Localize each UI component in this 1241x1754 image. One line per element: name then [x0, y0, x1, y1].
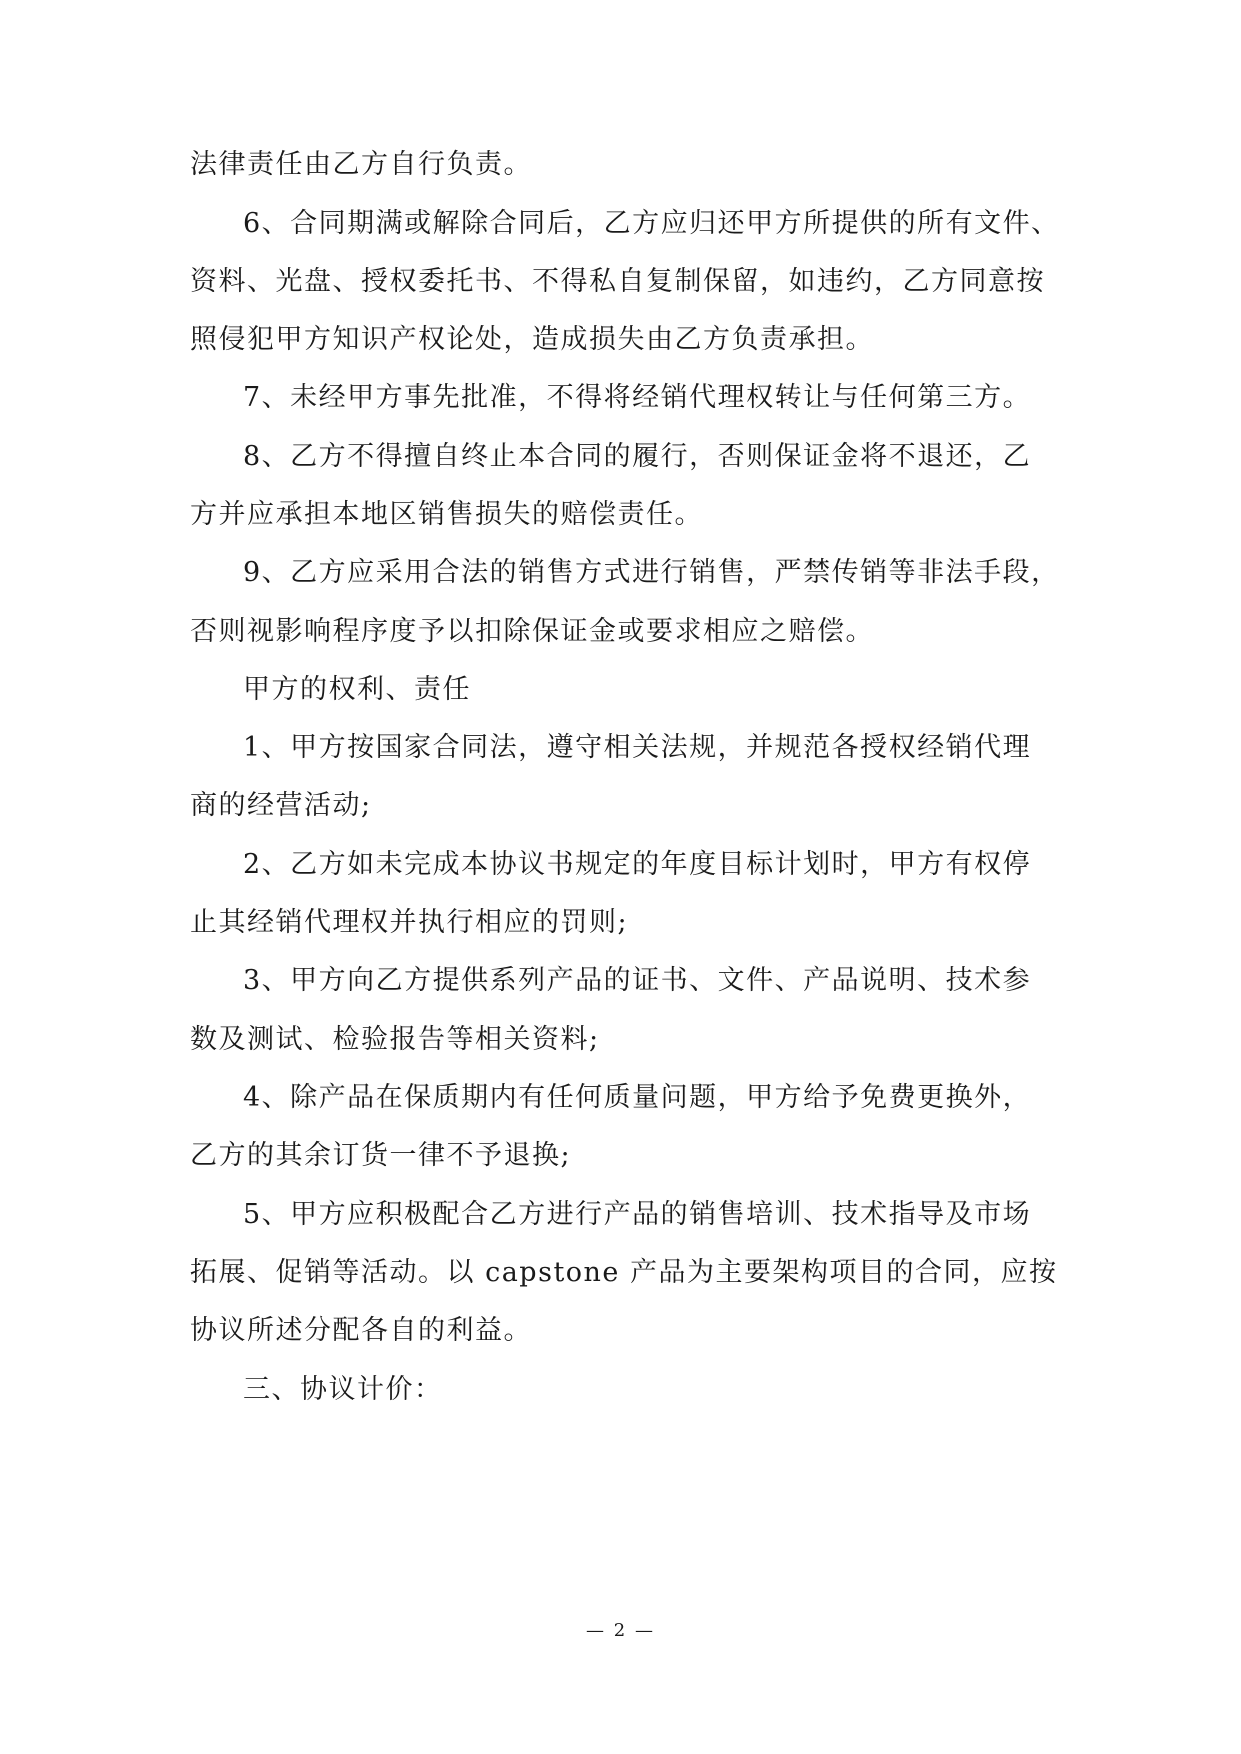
text-line: 6、合同期满或解除合同后，乙方应归还甲方所提供的所有文件、	[243, 208, 1060, 239]
text-line: 9、乙方应采用合法的销售方式进行销售，严禁传销等非法手段，	[243, 557, 1060, 588]
text-line: 3、甲方向乙方提供系列产品的证书、文件、产品说明、技术参	[243, 965, 1032, 996]
text-line: 商的经营活动;	[190, 790, 372, 821]
text-line: 协议所述分配各自的利益。	[190, 1315, 532, 1346]
text-line: 否则视影响程序度予以扣除保证金或要求相应之赔偿。	[190, 616, 874, 647]
text-line: 法律责任由乙方自行负责。	[190, 149, 532, 180]
text-line: 1、甲方按国家合同法，遵守相关法规，并规范各授权经销代理	[243, 732, 1032, 763]
section-heading: 三、协议计价：	[243, 1374, 443, 1405]
text-line: 数及测试、检验报告等相关资料;	[190, 1024, 600, 1055]
text-line: 资料、光盘、授权委托书、不得私自复制保留，如违约，乙方同意按	[190, 266, 1045, 297]
text-line: 乙方的其余订货一律不予退换;	[190, 1140, 572, 1171]
text-line: 5、甲方应积极配合乙方进行产品的销售培训、技术指导及市场	[243, 1199, 1032, 1230]
text-line: 拓展、促销等活动。以 capstone 产品为主要架构项目的合同，应按	[190, 1257, 1058, 1288]
text-line: 方并应承担本地区销售损失的赔偿责任。	[190, 499, 703, 530]
text-line: 止其经销代理权并执行相应的罚则;	[190, 907, 629, 938]
text-line: 照侵犯甲方知识产权论处，造成损失由乙方负责承担。	[190, 324, 874, 355]
text-line: 2、乙方如未完成本协议书规定的年度目标计划时，甲方有权停	[243, 849, 1032, 880]
section-heading: 甲方的权利、责任	[243, 674, 471, 705]
page-number: — 2 —	[586, 1620, 655, 1641]
text-line: 8、乙方不得擅自终止本合同的履行，否则保证金将不退还，乙	[243, 441, 1032, 472]
text-line: 7、未经甲方事先批准，不得将经销代理权转让与任何第三方。	[243, 382, 1032, 413]
text-line: 4、除产品在保质期内有任何质量问题，甲方给予免费更换外，	[243, 1082, 1032, 1113]
